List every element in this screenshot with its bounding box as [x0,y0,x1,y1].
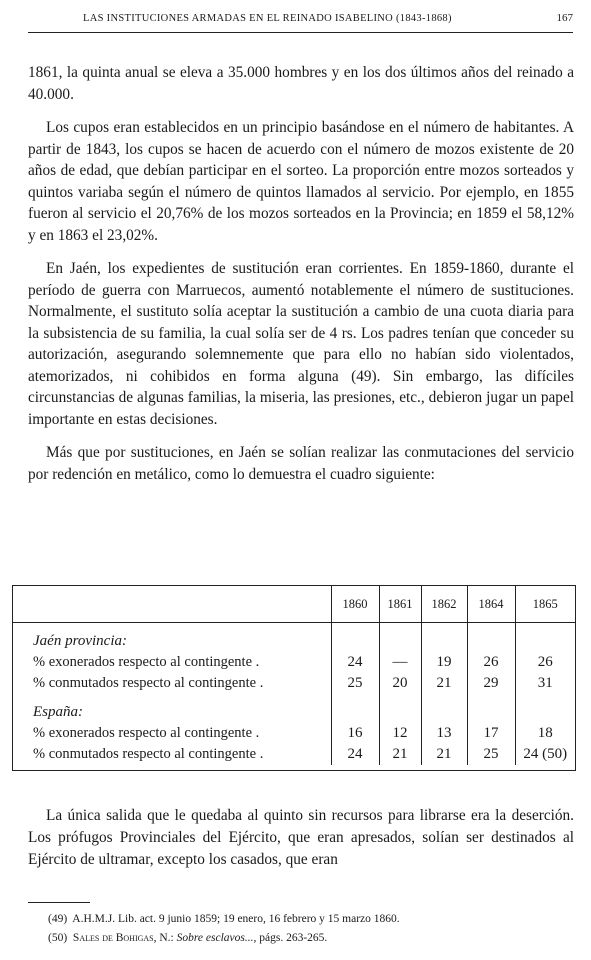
table-cell: 21 [379,744,421,765]
paragraph-5: La única salida que le quedaba al quinto sin recursos para librarse era la deserción. Los prófugos Provinciales del Ejército, que eran apresados, solían ser destinados al Ejército de ultramar, excepto los casados, que eran [28,807,574,868]
table-cell: 24 [331,744,379,765]
row-label: % exonerados respecto al contingente . [33,654,260,670]
footnote-rule [28,902,90,903]
paragraph-3: En Jaén, los expedientes de sustitución eran corrientes. En 1859-1860, durante el período de guerra con Marruecos, aumentó notablemente el número de sustituciones. Normalmente, el sustituto solía aceptar la sustitución a cambio de una cuota diaria para la subsistencia de su familia, la cual solía ser de 4 rs. Los padres tenían que conceder su autorización, asegurando solemnemente que para ello no habían sido violentados, atemorizados, ni cohibidos en forma alguna (49). Sin embargo, las difíciles circunstancias de algunas familias, la miseria, las presiones, etc., debieron jugar un papel importante en estas decisiones. [28,260,574,428]
body-text [28,62,574,497]
table-cell: 20 [379,673,421,694]
table-cell: 21 [421,673,467,694]
table-cell: 26 [467,652,515,673]
table-row [13,673,575,694]
table-cell: 31 [515,673,575,694]
table-cell: 18 [515,723,575,744]
footnotes [48,910,573,948]
paragraph-2: Los cupos eran establecidos en un principio basándose en el número de habitantes. A partir de 1843, los cupos se hacen de acuerdo con el número de mozos existente de 20 años de edad, que debían participar en el sorteo. La proporción entre mozos sorteados y quintos variaba según el número de quintos llamados al servicio. Por ejemplo, en 1855 fueron al servicio el 20,76% de los mozos sorteados en la Provincia; en 1859 el 58,12% y en 1863 el 23,02%. [28,119,574,244]
table-cell: 24 (50) [515,744,575,765]
table-cell: 25 [331,673,379,694]
footnote-number: (49) [48,913,68,925]
table-header-row [13,586,575,623]
table-row [13,652,575,673]
year-header: 1860 [331,586,379,623]
table-header-blank [13,586,331,623]
year-header: 1865 [515,586,575,623]
table-cell: 16 [331,723,379,744]
footnote-49 [48,910,573,929]
footnote-number: (50) [48,932,68,944]
page-header [28,10,573,33]
group-row [13,631,575,652]
table-cell: 17 [467,723,515,744]
table-row [13,723,575,744]
closing-text [28,805,574,871]
row-label: % conmutados respecto al contingente . [33,746,264,762]
table-cell: 21 [421,744,467,765]
group-name: España: [33,704,83,720]
row-label: % exonerados respecto al contingente . [33,725,260,741]
year-header: 1862 [421,586,467,623]
table-cell: 24 [331,652,379,673]
year-header: 1864 [467,586,515,623]
data-table [12,585,576,771]
footnote-author: Sales de Bohigas, N.: [72,932,174,944]
group-name: Jaén provincia: [33,633,127,649]
table-cell: 13 [421,723,467,744]
footnote-title: Sobre esclavos..., [176,932,257,944]
page-number: 167 [556,12,573,24]
table-cell: 26 [515,652,575,673]
paragraph-1: 1861, la quinta anual se eleva a 35.000 hombres y en los dos últimos años del reinado a 40.000. [28,64,574,103]
group-row [13,702,575,723]
table-row [13,744,575,765]
table-cell: — [379,652,421,673]
running-title: LAS INSTITUCIONES ARMADAS EN EL REINADO ISABELINO (1843-1868) [83,13,452,24]
year-header: 1861 [379,586,421,623]
table-cell: 25 [467,744,515,765]
table-cell: 29 [467,673,515,694]
footnote-pages: págs. 263-265. [259,932,328,944]
row-label: % conmutados respecto al contingente . [33,675,264,691]
table-cell: 12 [379,723,421,744]
table-cell: 19 [421,652,467,673]
paragraph-4: Más que por sustituciones, en Jaén se solían realizar las conmutaciones del servicio por redención en metálico, como lo demuestra el cuadro siguiente: [28,444,574,483]
footnote-text: A.H.M.J. Lib. act. 9 junio 1859; 19 enero, 16 febrero y 15 marzo 1860. [72,913,400,925]
footnote-50 [48,929,573,948]
